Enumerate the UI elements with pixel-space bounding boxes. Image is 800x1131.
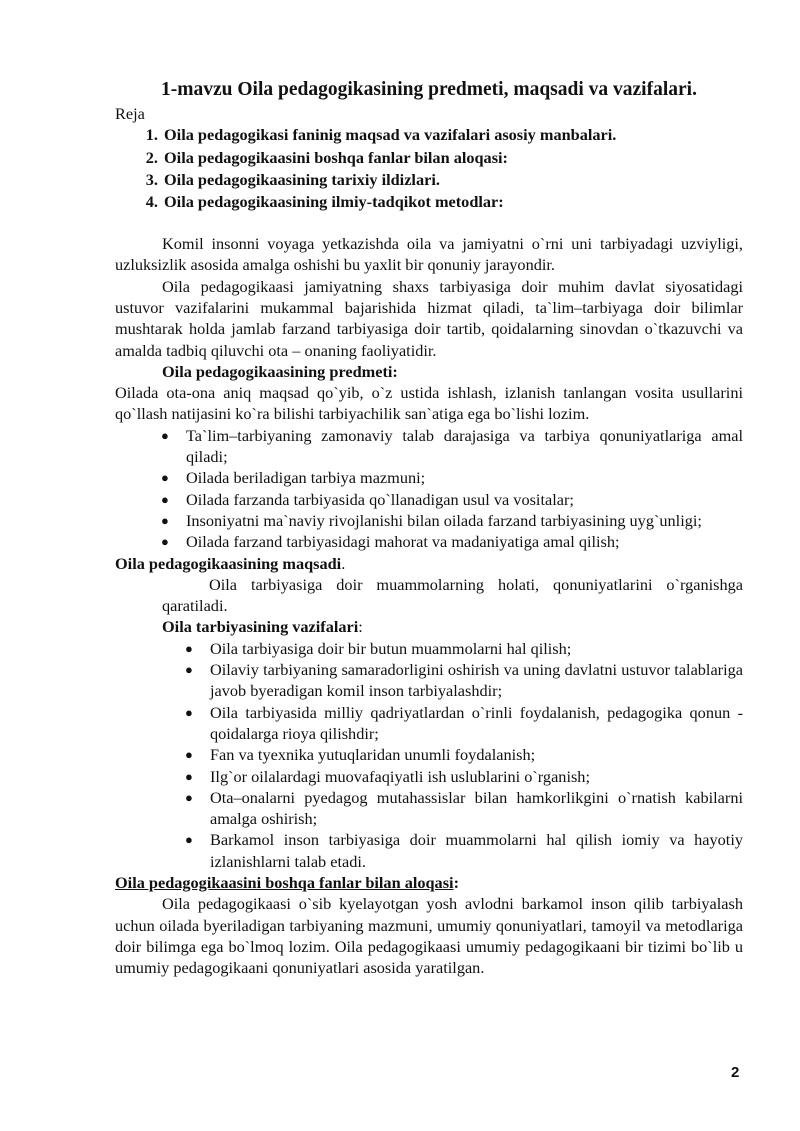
bullet-icon: ● xyxy=(185,768,193,784)
tasks-list xyxy=(115,638,743,872)
list-item: ● Oilaviy tarbiyaning samaradorligini oshirish va uning davlatni ustuvor talablariga javob byeradigan komil inson tarbiyalashdir; xyxy=(185,660,743,701)
tasks-heading: Oila tarbiyasining vazifalari xyxy=(162,617,359,637)
bullet-icon: ● xyxy=(185,747,193,763)
list-item: ● Oila tarbiyasiga doir bir butun muammolarni hal qilish; xyxy=(185,638,572,658)
plan-item: 3. Oila pedagogikaasining tarixiy ildizlari. xyxy=(162,169,743,191)
list-item: ● Oilada beriladigan tarbiya mazmuni; xyxy=(161,468,426,488)
bullet-icon: ● xyxy=(185,662,193,678)
document-title: 1-mavzu Oila pedagogikasining predmeti, maqsadi va vazifalari. xyxy=(161,79,697,100)
list-item: ● Ota–onalarni pyedagog mutahassislar bilan hamkorlikgini o`rnatish kabilarni amalga oshirish; xyxy=(185,787,743,829)
plan-label: Reja xyxy=(115,104,145,123)
subject-list xyxy=(115,425,743,553)
list-item: ● Ilg`or oilalardagi muovafaqiyatli ish uslublarini o`rganish; xyxy=(185,766,590,786)
tasks-heading-suffix: : xyxy=(358,617,363,637)
bullet-icon: ● xyxy=(185,704,193,720)
aim-heading: Oila pedagogikaasining maqsadi xyxy=(115,553,342,573)
relation-heading: Oila pedagogikaasini boshqa fanlar bilan aloqasi xyxy=(115,873,454,893)
list-item: ● Fan va tyexnika yutuqlaridan unumli foydalanish; xyxy=(185,745,536,765)
tasks-heading-line xyxy=(115,616,743,637)
subject-heading: Oila pedagogikaasining predmeti: xyxy=(162,361,398,381)
list-item: ● Oila tarbiyasida milliy qadriyatlardan o`rinli foydalanish, pedagogika qonun - qoidalarga rioya qilishdir; xyxy=(185,702,743,743)
list-item: ● Insoniyatni ma`naviy rivojlanishi bilan oilada farzand tarbiyasining uyg`unligi; xyxy=(161,510,702,530)
spacer xyxy=(115,213,743,233)
document-page xyxy=(115,78,743,979)
page-number: 2 xyxy=(731,1064,740,1081)
subject-paragraph: Oilada ota-ona aniq maqsad qo`yib, o`z ustida ishlash, izlanish tanlangan vosita usullarini qo`llash natijasini ko`ra bilishi tarbiyachilik san`atiga ega bo`lishi lozim. xyxy=(115,383,743,424)
bullet-icon: ● xyxy=(161,512,169,528)
plan-item: 2. Oila pedagogikaasini boshqa fanlar bilan aloqasi: xyxy=(162,147,743,169)
plan-list xyxy=(115,124,743,213)
bullet-icon: ● xyxy=(161,491,169,507)
bullet-icon: ● xyxy=(161,534,169,550)
list-item: ● Ta`lim–tarbiyaning zamonaviy talab darajasiga va tarbiya qonuniyatlariga amal qiladi; xyxy=(161,425,743,467)
bullet-icon: ● xyxy=(161,427,169,443)
bullet-icon: ● xyxy=(185,789,193,805)
bullet-icon: ● xyxy=(185,832,193,848)
plan-item: 1. Oila pedagogikasi faninig maqsad va vazifalari asosiy manbalari. xyxy=(162,124,743,146)
aim-paragraph: Oila tarbiyasiga doir muammolarning holati, qonuniyatlarini o`rganishga qaratiladi. xyxy=(162,574,743,616)
bullet-icon: ● xyxy=(185,640,193,656)
plan-item: 4. Oila pedagogikaasining ilmiy-tadqikot metodlar: xyxy=(162,191,743,213)
list-item: ● Barkamol inson tarbiyasiga doir muammolarni hal qilish iomiy va hayotiy izlanishlarni talab etadi. xyxy=(185,830,743,871)
bullet-icon: ● xyxy=(161,470,169,486)
intro-paragraph-1: Komil insonni voyaga yetkazishda oila va jamiyatni o`rni uni tarbiyadagi uzviyligi, uzluksizlik asosida amalga oshishi bu yaxlit bir qonuniy jarayondir. xyxy=(115,234,743,275)
list-item: ● Oilada farzanda tarbiyasida qo`llanadigan usul va vositalar; xyxy=(161,489,574,509)
aim-heading-suffix: . xyxy=(341,553,346,573)
relation-heading-line xyxy=(115,872,743,893)
intro-paragraph-2: Oila pedagogikaasi jamiyatning shaxs tarbiyasiga doir muhim davlat siyosatidagi ustuvor vazifalarini mukammal bajarishida hizmat qiladi, ta`lim–tarbiyaga doir bilimlar mushtarak holda jamlab farzand tarbiyasiga doir tartib, qoidalarning sinovdan o`tkazuvchi va amalda tadbiq qiluvchi ota – onaning faoliyatidir. xyxy=(115,276,743,360)
relation-paragraph: Oila pedagogikaasi o`sib kyelayotgan yosh avlodni barkamol inson qilib tarbiyalash uchun oilada byeriladigan tarbiyaning mazmuni, umumiy qonuniyatlari, tamoyil va metodlariga doir bilimga ega bo`lmoq lozim. Oila pedagogikaasi umumiy pedagogikaani bir tizimi bo`lib u umumiy pedagogikaani qonuniyatlari asosida yaratilgan. xyxy=(115,894,743,978)
list-item: ● Oilada farzand tarbiyasidagi mahorat va madaniyatiga amal qilish; xyxy=(161,532,620,552)
relation-heading-suffix: : xyxy=(453,873,459,893)
aim-heading-line xyxy=(115,553,743,574)
